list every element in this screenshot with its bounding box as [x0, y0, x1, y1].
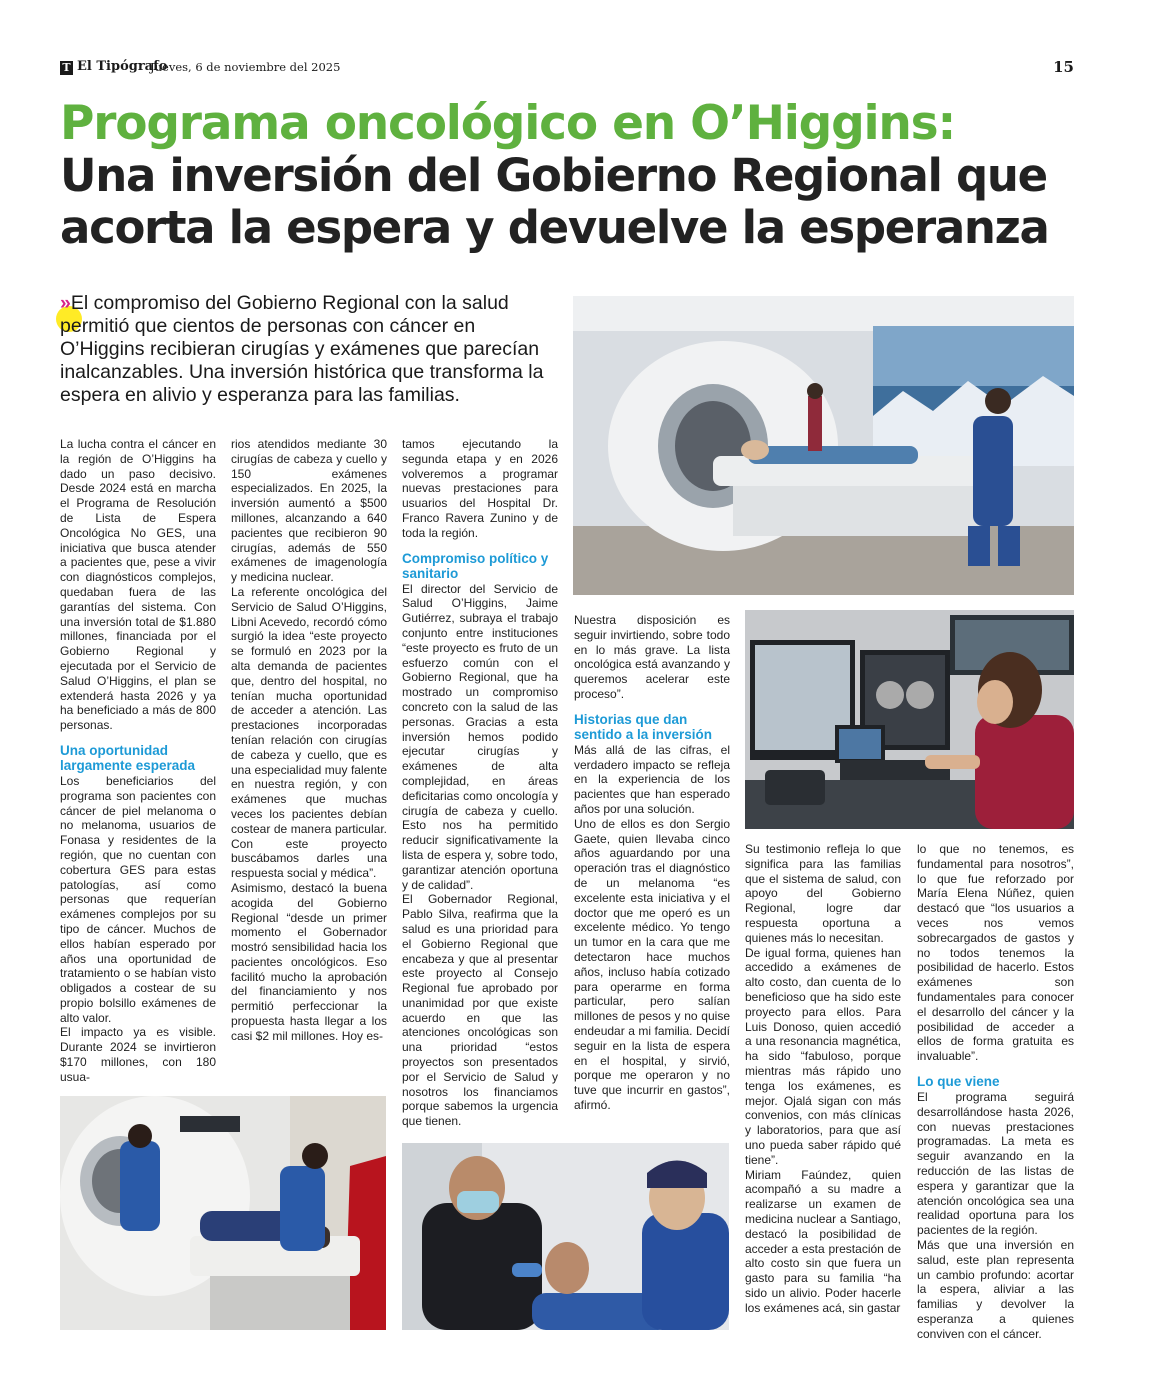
- article-column-1: [60, 437, 216, 1085]
- headline-kicker: Programa oncológico en O’Higgins:: [60, 96, 956, 151]
- body-paragraph: Asimismo, destacó la buena acogida del Gobierno Regional “desde un primer momento el Gobernador mostró sensibilidad hacia los pacientes oncológicos. Eso facilitó mucho la aprobación del financiamiento y nos permitió perfeccionar la propuesta hasta llegar a los casi $2 mil millones. Hoy es-: [231, 880, 387, 1043]
- lead-text: El compromiso del Gobierno Regional con la salud permitió que cientos de personas con cáncer en O’Higgins recibieran cirugías y exámenes que parecían inalcanzables. Una inversión histórica que transforma la espera en alivio y esperanza para las familias.: [60, 292, 544, 406]
- body-paragraph: Uno de ellos es don Sergio Gaete, quien llevaba cinco años aguardando por una operación tras el diagnóstico de un melanoma “es excelente esta iniciativa y el doctor que me operó es un excelente médico. Yo tengo un tumor en la cara que me detectaron hace muchos años, incluso había cotizado para operarme en forma particular, pero salían millones de pesos y no quise endeudar a mi familia. Decidí seguir en la lista de espera en el hospital, y sirvió, porque me operaron y no tuve que incurrir en gastos”, afirmó.: [574, 816, 730, 1112]
- lead-marker-icon: »: [60, 292, 71, 314]
- body-paragraph: Nuestra disposición es seguir invirtiendo, sobre todo en lo más grave. La lista oncológica está avanzando y queremos acelerar este proceso”.: [574, 613, 730, 701]
- page-number: 15: [1053, 58, 1074, 76]
- article-column-5: [745, 842, 901, 1316]
- body-paragraph: La lucha contra el cáncer en la región de O’Higgins ha dado un paso decisivo. Desde 2024 está en marcha el Programa de Resolución de Lista de Espera Oncológica No GES, una iniciativa que busca atender a pacientes que, pese a vivir con diagnósticos complejos, quedaban fuera de las garantías del sistema. Con una inversión total de $1.880 millones, financiada por el Gobierno Regional y ejecutada por el Servicio de Salud O’Higgins, el plan se extenderá hasta 2026 y ya ha beneficiado a más de 800 personas.: [60, 437, 216, 733]
- headline-line-1: Una inversión del Gobierno Regional que: [60, 149, 1047, 202]
- body-paragraph: tamos ejecutando la segunda etapa y en 2026 volveremos a programar nuevas prestaciones para usuarios del Hospital Dr. Franco Ravera Zunino y de toda la región.: [402, 437, 558, 540]
- photo-ct-scanner: [60, 1096, 386, 1330]
- body-paragraph: Más que una inversión en salud, este plan representa un cambio profundo: acortar la espera, aliviar a las familias y devolver la esperanza a quienes conviven con el cáncer.: [917, 1237, 1074, 1341]
- body-paragraph: El Gobernador Regional, Pablo Silva, reafirma que la salud es una prioridad para el Gobierno Regional que encabeza y que al presentar este proyecto al Consejo Regional fue aprobado por unanimidad por que existe acuerdo en que las atenciones oncológicas son una prioridad “estos proyectos son presentados por el Servicio de Salud y nosotros los financiamos porque sabemos la urgencia que tienen.: [402, 892, 558, 1129]
- subheading-compromiso: Compromiso político y sanitario: [402, 550, 549, 581]
- newspaper-name: El Tipógrafo: [77, 59, 168, 74]
- photo-control-room: [745, 610, 1074, 829]
- article-column-2: [231, 437, 387, 1044]
- body-paragraph: El director del Servicio de Salud O’Higgins, Jaime Gutiérrez, subraya el trabajo conjunto entre instituciones “este proyecto es fruto de un esfuerzo común con el Gobierno Regional, que ha mostrado un compromiso concreto con la salud de las personas. Gracias a esta inversión hemos podido ejecutar cirugías y exámenes de alta complejidad, en áreas deficitarias como oncología y cirugía de cabeza y cuello. Esto nos ha permitido reducir significativamente la lista de espera y, sobre todo, garantizar atención oportuna y de calidad”.: [402, 581, 558, 892]
- body-paragraph: rios atendidos mediante 30 cirugías de cabeza y cuello y 150 exámenes especializados. En 2025, la inversión aumentó a $500 millones, alcanzando a 640 pacientes que recibieron 90 cirugías, además de 550 exámenes de imagenología y medicina nuclear.: [231, 437, 387, 585]
- body-paragraph: Más allá de las cifras, el verdadero impacto se refleja en la experiencia de los pacientes que han esperado años por una solución.: [574, 742, 730, 816]
- body-paragraph: Los beneficiarios del programa son pacientes con cáncer de piel melanoma o no melanoma, usuarios de Fonasa y residentes de la región, que no cuentan con cobertura GES para estas patologías, así como personas que requerían exámenes complejos por su tipo de cáncer. Muchos de ellos habían esperado por años una oportunidad de tratamiento o se habían visto obligados a costear de su propio bolsillo exámenes de alto valor.: [60, 773, 216, 1025]
- body-paragraph: De igual forma, quienes han accedido a exámenes de alto costo, dan cuenta de lo beneficioso que ha sido este proyecto para ellos. Para Luis Donoso, quien accedió a una resonancia magnética, ha sido “fabuloso, porque mientras más rápido uno tenga los exámenes, es mejor. Ojalá sigan con más convenios, con más clínicas y laboratorios, para que así uno pueda saber rápido qué tiene”.: [745, 945, 901, 1167]
- headline-line-2: acorta la espera y devuelve la esperanza: [60, 201, 1049, 254]
- photo-medical-consultation: [402, 1143, 729, 1330]
- page-header: [60, 58, 1074, 80]
- body-paragraph: lo que no tenemos, es fundamental para nosotros”, lo que fue reforzado por María Elena Núñez, quien destacó que “los usuarios a veces nos vemos sobrecargados de gastos y no todos tenemos la posibilidad de hacerlo. Estos exámenes son fundamentales para conocer el desarrollo del cáncer y la posibilidad de acceder a ellos de forma gratuita es invaluable”.: [917, 842, 1074, 1064]
- headline-main: [60, 150, 1120, 254]
- subheading-historias: Historias que dan sentido a la inversión: [574, 711, 713, 742]
- article-column-3: [402, 437, 558, 1129]
- body-paragraph: El impacto ya es visible. Durante 2024 se invirtieron $170 millones, con 180 usua-: [60, 1025, 216, 1084]
- subheading-oportunidad: Una oportunidad largamente esperada: [60, 742, 196, 773]
- article-column-6: [917, 842, 1074, 1342]
- article-column-4: [574, 613, 730, 1113]
- issue-date: Jueves, 6 de noviembre del 2025: [150, 60, 341, 74]
- body-paragraph: Miriam Faúndez, quien acompañó a su madre a realizarse un examen de medicina nuclear a Santiago, destacó la posibilidad de acceder a esta prestación de alto costo sin que fuera un gasto para su familia “ha sido un alivio. Poder hacerle los exámenes acá, sin gastar: [745, 1167, 901, 1315]
- body-paragraph: La referente oncológica del Servicio de Salud O’Higgins, Libni Acevedo, recordó cómo surgió la idea “este proyecto se formuló en 2023 por la alta demanda de pacientes que, dentro del hospital, no tenían mucha oportunidad de acceder a atención. Las prestaciones incorporadas tenían relación con cirugías de cabeza y cuello, que es una especialidad muy falente en nuestra región, y con exámenes que muchas veces los pacientes debían costear de manera particular. Con este proyecto buscábamos darles una respuesta social y médica”.: [231, 584, 387, 881]
- newspaper-logo-icon: T: [60, 61, 73, 75]
- photo-mri-room: [573, 296, 1074, 595]
- lead-paragraph: [60, 292, 560, 407]
- body-paragraph: Su testimonio refleja lo que significa para las familias que el sistema de salud, con apoyo del Gobierno Regional, logre dar respuesta oportuna a quienes más lo necesitan.: [745, 842, 901, 945]
- subheading-lo-que-viene: Lo que viene: [917, 1073, 1000, 1089]
- body-paragraph: El programa seguirá desarrollándose hasta 2026, con nuevas prestaciones programadas. La meta es seguir avanzando en la reducción de las listas de espera y garantizar que la atención oncológica sea una realidad oportuna para los pacientes de la región.: [917, 1089, 1074, 1238]
